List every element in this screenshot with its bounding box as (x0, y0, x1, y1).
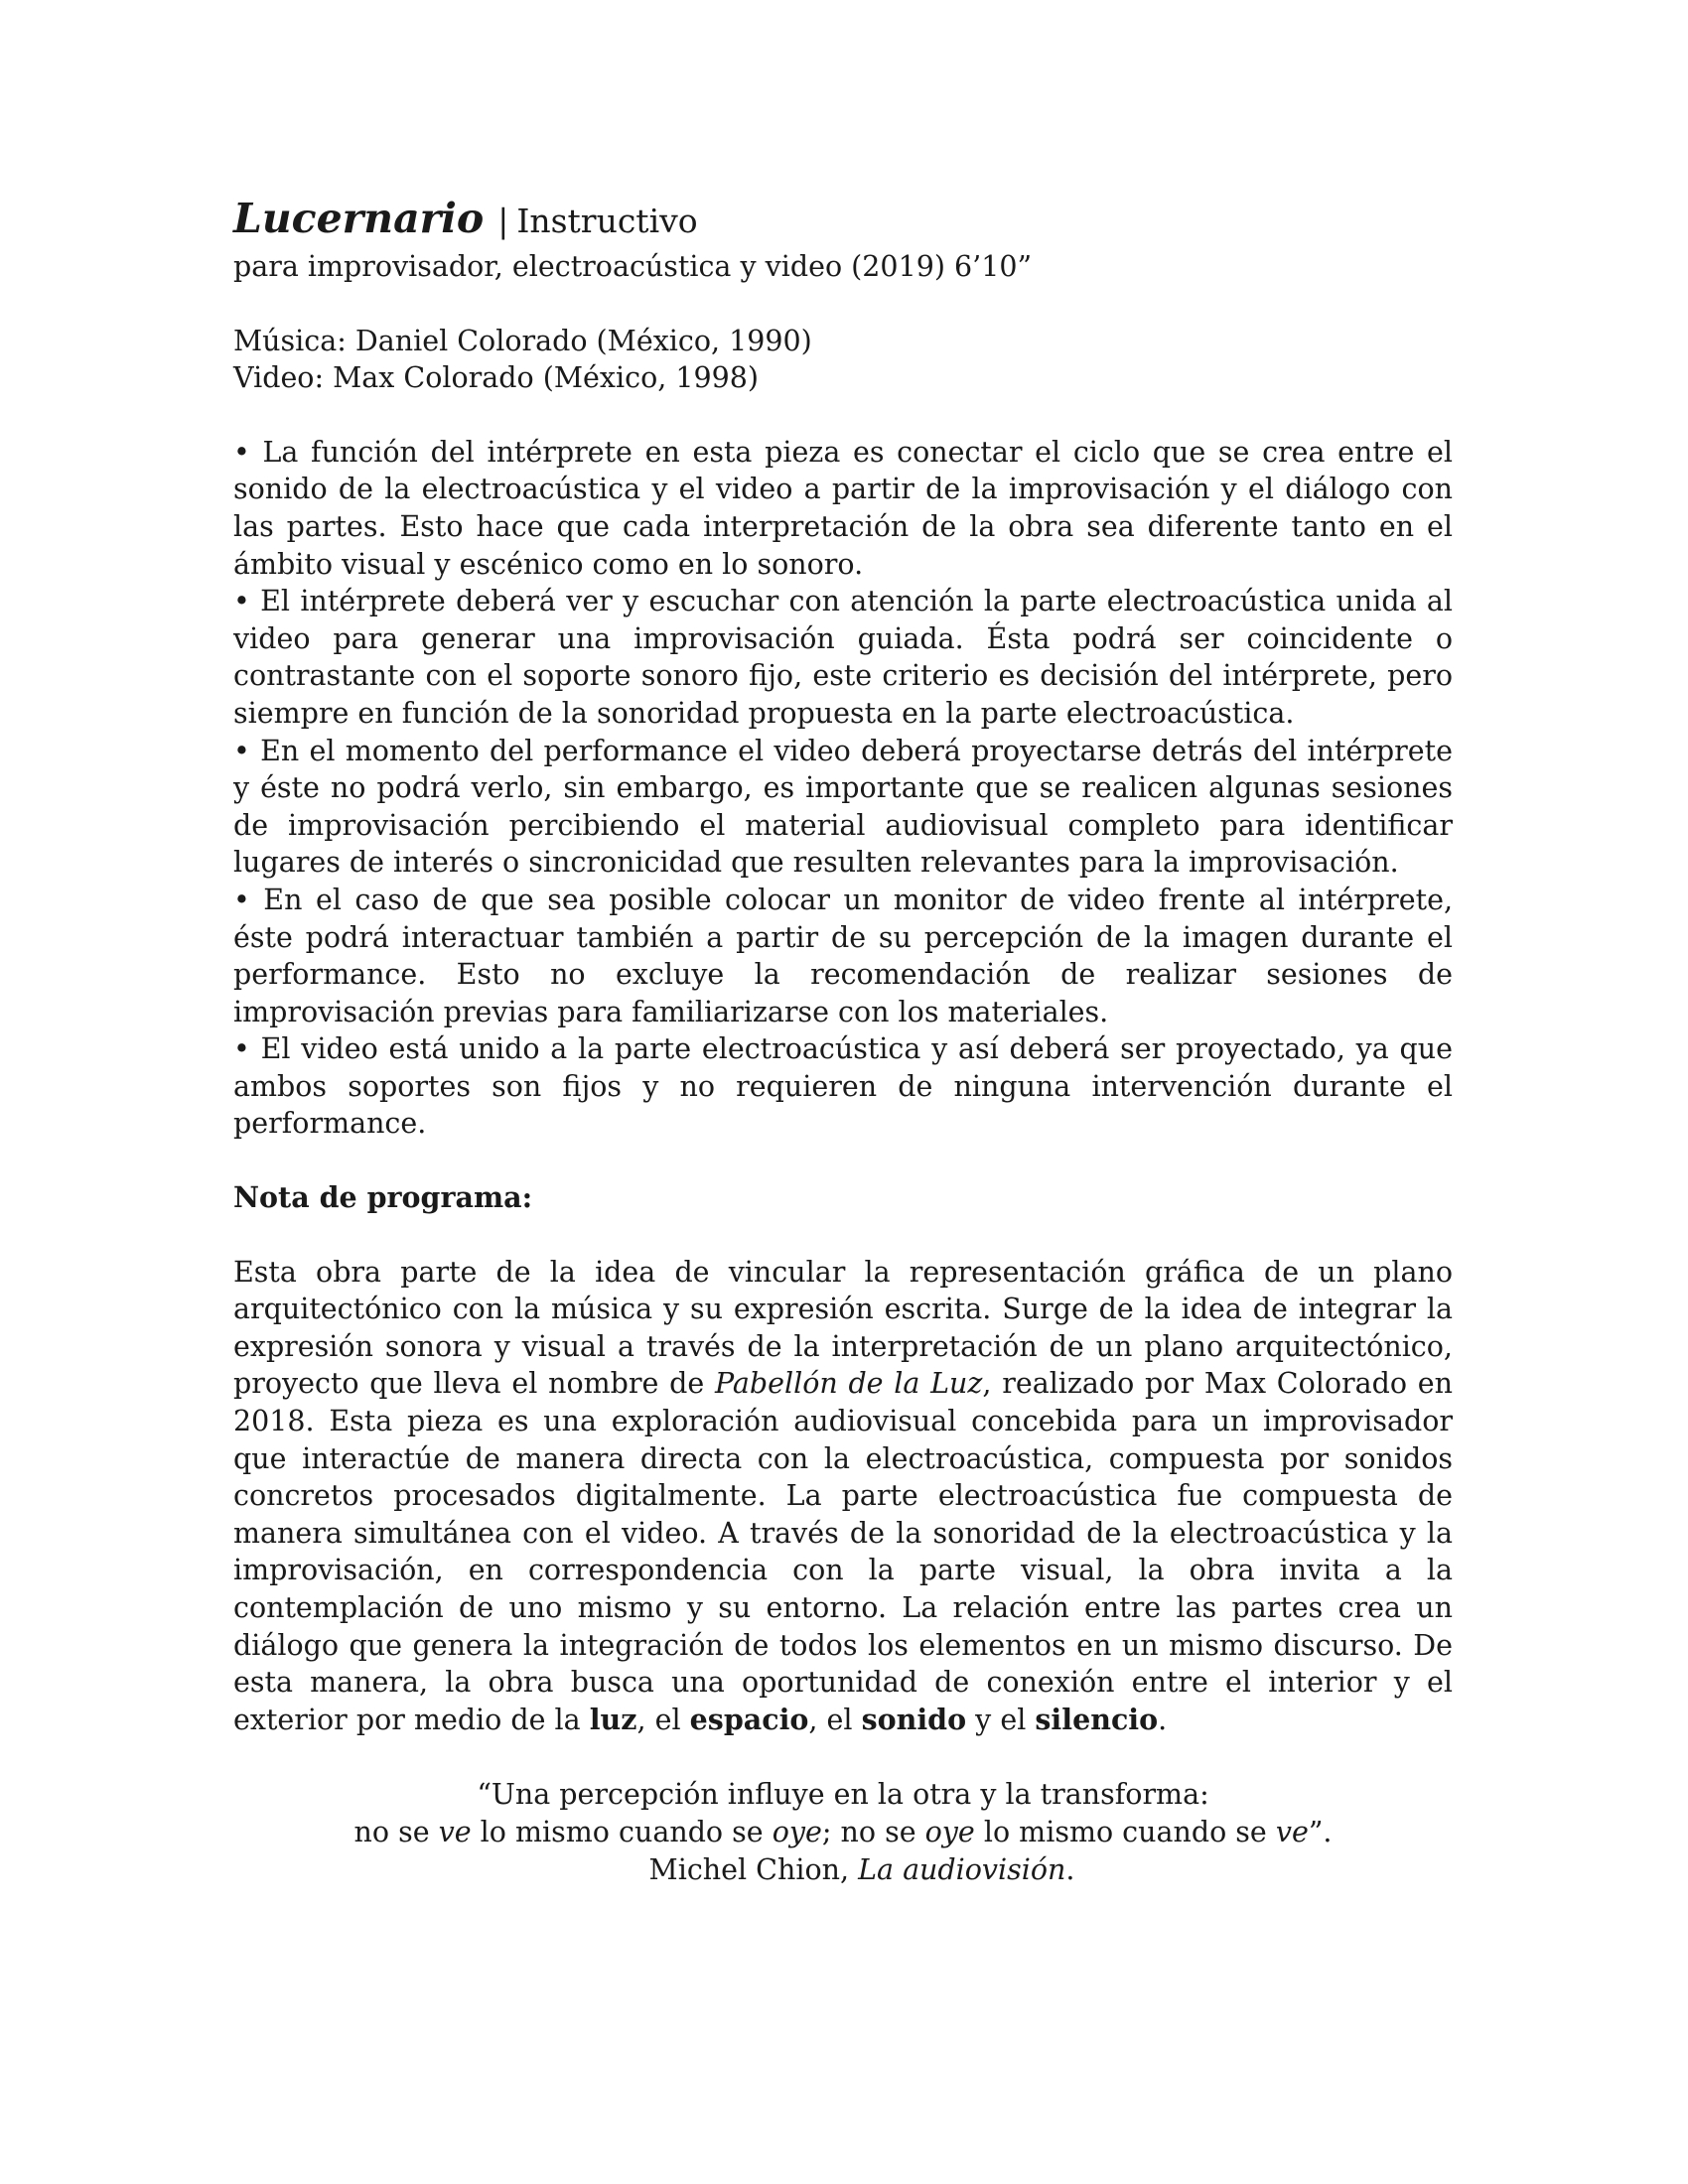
quote-line-1: “Una percepción influye en la otra y la transforma: (477, 1778, 1209, 1812)
instruction-item: • La función del intérprete en esta pieza es conectar el ciclo que se crea entre el sonido de la electroacústica y el video a partir de la improvisación y el diálogo con las partes. Esto hace que cada interpretación de la obra sea diferente tanto en el ámbito visual y escénico como en lo sonoro. (233, 435, 1453, 581)
quote-attribution (233, 1851, 1453, 1889)
document-type: Instructivo (516, 202, 698, 240)
work-title: Lucernario (233, 195, 485, 242)
program-note-text: , el (636, 1703, 690, 1736)
quote-text: lo mismo cuando se (974, 1815, 1276, 1848)
video-credit: Video: Max Colorado (México, 1998) (233, 361, 759, 395)
quote-emphasis: ve (1275, 1815, 1309, 1848)
keyword-luz: luz (589, 1702, 637, 1736)
instruction-item: • En el caso de que sea posible colocar un monitor de video frente al intérprete, éste podrá interactuar también a partir de su percepción de la imagen durante el performance. Esto no excluye la recomendación de realizar sesiones de improvisación previas para familiarizarse con los materiales. (233, 883, 1453, 1028)
subtitle: para improvisador, electroacústica y video (2019) 6’10” (233, 250, 1033, 283)
program-note-text: . (1158, 1703, 1168, 1736)
program-note-text: , el (808, 1703, 862, 1736)
instruction-item: • El intérprete deberá ver y escuchar con atención la parte electroacústica unida al video para generar una improvisación guiada. Ésta podrá ser coincidente o contrastante con el soporte sonoro fijo, este criterio es decisión del intérprete, pero siempre en función de la sonoridad propuesta en la parte electroacústica. (233, 585, 1453, 730)
quote-text: lo mismo cuando se (471, 1815, 773, 1848)
program-note-text: Esta obra parte de la idea de vincular la representación gráfica de un plano arquitectónico con la música y su expresión escrita. Surge de la idea de integrar la expresión sonora y visual a través de la interpretación de un plano arquitectónico, proyecto que lleva el nombre de (233, 1255, 1453, 1401)
quote-emphasis: ve (438, 1815, 472, 1848)
title-separator: | (497, 202, 509, 240)
quote-emphasis: oye (772, 1815, 822, 1848)
document-page (233, 194, 1453, 1888)
quote-text: no se (353, 1815, 439, 1848)
program-note-text: y el (966, 1703, 1036, 1736)
instructions-list (233, 434, 1453, 1143)
pavilion-title: Pabellón de la Luz (714, 1367, 983, 1401)
quote-text: ”. (1308, 1815, 1333, 1848)
instruction-item: • El video está unido a la parte electroacústica y así deberá ser proyectado, ya que ambos soportes son fijos y no requieren de ninguna intervención durante el performance. (233, 1032, 1453, 1141)
epigraph-quote (233, 1776, 1453, 1888)
quote-line-2 (233, 1814, 1453, 1851)
music-credit: Música: Daniel Colorado (México, 1990) (233, 324, 812, 357)
quote-emphasis: oye (924, 1815, 975, 1848)
program-note-text: , realizado por Max Colorado en 2018. Esta pieza es una exploración audiovisual concebida para un improvisador que interactúe de manera directa con la electroacústica, compuesta por sonidos concretos procesados digitalmente. La parte electroacústica fue compuesta de manera simultánea con el video. A través de la sonoridad de la electroacústica y la improvisación, en correspondencia con la parte visual, la obra invita a la contemplación de uno mismo y su entorno. La relación entre las partes crea un diálogo que genera la integración de todos los elementos en un mismo discurso. De esta manera, la obra busca una oportunidad de conexión entre el interior y el exterior por medio de la (233, 1367, 1453, 1736)
quote-text: ; no se (821, 1815, 925, 1848)
credits (233, 323, 1453, 397)
quote-book-title: La audiovisión (858, 1852, 1066, 1886)
keyword-sonido: sonido (861, 1702, 967, 1736)
keyword-espacio: espacio (689, 1702, 809, 1736)
title-line (233, 194, 1453, 248)
instruction-item: • En el momento del performance el video deberá proyectarse detrás del intérprete y éste no podrá verlo, sin embargo, es importante que se realicen algunas sesiones de improvisación percibiendo el material audiovisual completo para identificar lugares de interés o sincronicidad que resulten relevantes para la improvisación. (233, 734, 1453, 880)
keyword-silencio: silencio (1035, 1702, 1159, 1736)
quote-author: Michel Chion, (648, 1852, 859, 1886)
quote-text: . (1065, 1852, 1075, 1886)
program-note-body (233, 1254, 1453, 1739)
program-note-heading: Nota de programa: (233, 1180, 533, 1215)
